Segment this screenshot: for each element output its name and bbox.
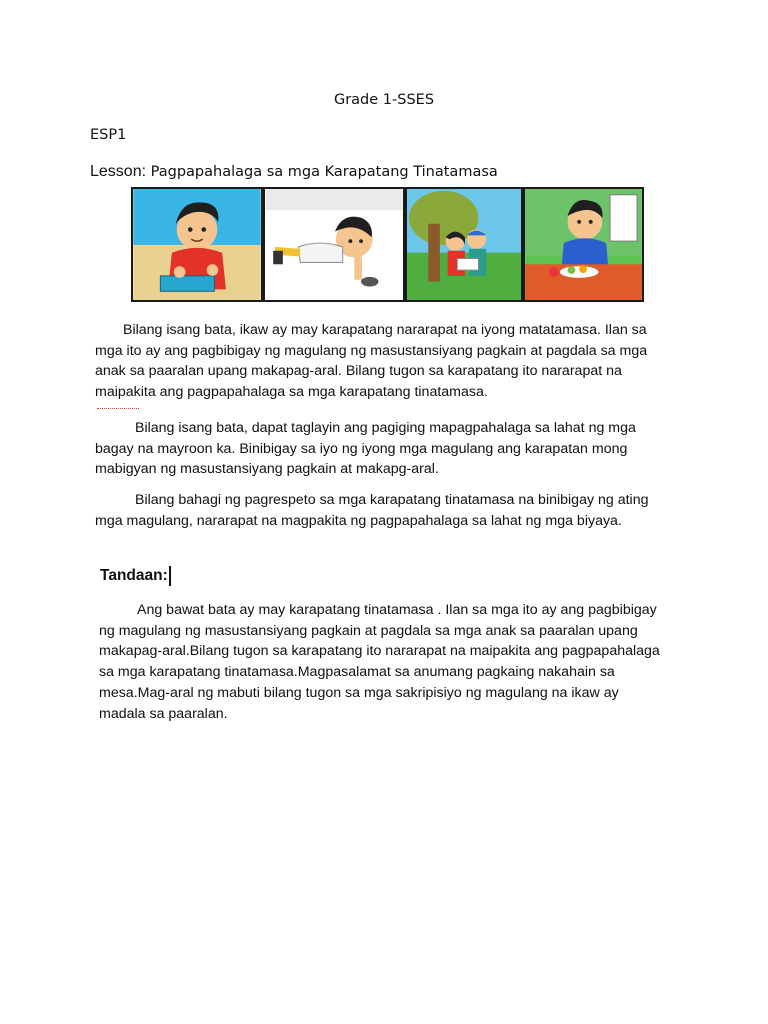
lesson-heading [90, 163, 498, 181]
paragraph-3: Bilang bahagi ng pagrespeto sa mga karapatang tinatamasa na binibigay ng ating mga magulang, nararapat na magpakita ng pagpapahalaga sa lahat ng mga biyaya. [95, 492, 649, 529]
document-grade-line: Grade 1-SSES [333, 92, 435, 108]
remember-paragraph: Ang bawat bata ay may karapatang tinatamasa . Ilan sa mga ito ay ang pagbibigay ng magulang ng masustansiyang pagkain at pagdala sa mga anak sa paaralan upang makapag-aral.Bilang tugon sa karapatang ito nararapat na maipakita ang pagpapahalaga sa mga karapatang tinatamasa.Magpasalamat sa anumang pagkaing nakahain sa mesa.Mag-aral ng mabuti bilang tugon sa mga sakripisiyo ng magulang na ikaw ay madala sa paaralan. [99, 602, 660, 722]
lesson-label: Lesson: [90, 163, 147, 180]
spellcheck-dotted-mark [97, 408, 139, 409]
children-reading-under-tree-panel [405, 187, 523, 302]
remember-heading: Tandaan: [100, 567, 168, 584]
boy-doing-pushups-panel [263, 187, 405, 302]
boy-eating-meal-panel [523, 187, 644, 302]
paragraph-1: Bilang isang bata, ikaw ay may karapatang nararapat na iyong matatamasa. Ilan sa mga ito ay ang pagbibigay ng magulang ng masustansiyang pagkain at pagdala sa mga anak sa paaralan upang makapag-aral. Bilang tugon sa karapatang ito nararapat na maipakita ang pagpapahalaga sa mga karapatang tinatamasa. [95, 322, 648, 401]
text-cursor[interactable] [169, 566, 171, 586]
lesson-title: Pagpapahalaga sa mga Karapatang Tinatamasa [150, 164, 498, 180]
boy-playing-in-sand-panel [131, 187, 263, 302]
lesson-illustration-strip [131, 187, 644, 302]
paragraph-2: Bilang isang bata, dapat taglayin ang pagiging mapagpahalaga sa lahat ng mga bagay na mayroon ka. Binibigay sa iyo ng iyong mga magulang ang karapatan mong mabigyan ng masustansiyang pagkain at makapg-aral. [95, 420, 636, 478]
document-subject: ESP1 [90, 127, 127, 143]
